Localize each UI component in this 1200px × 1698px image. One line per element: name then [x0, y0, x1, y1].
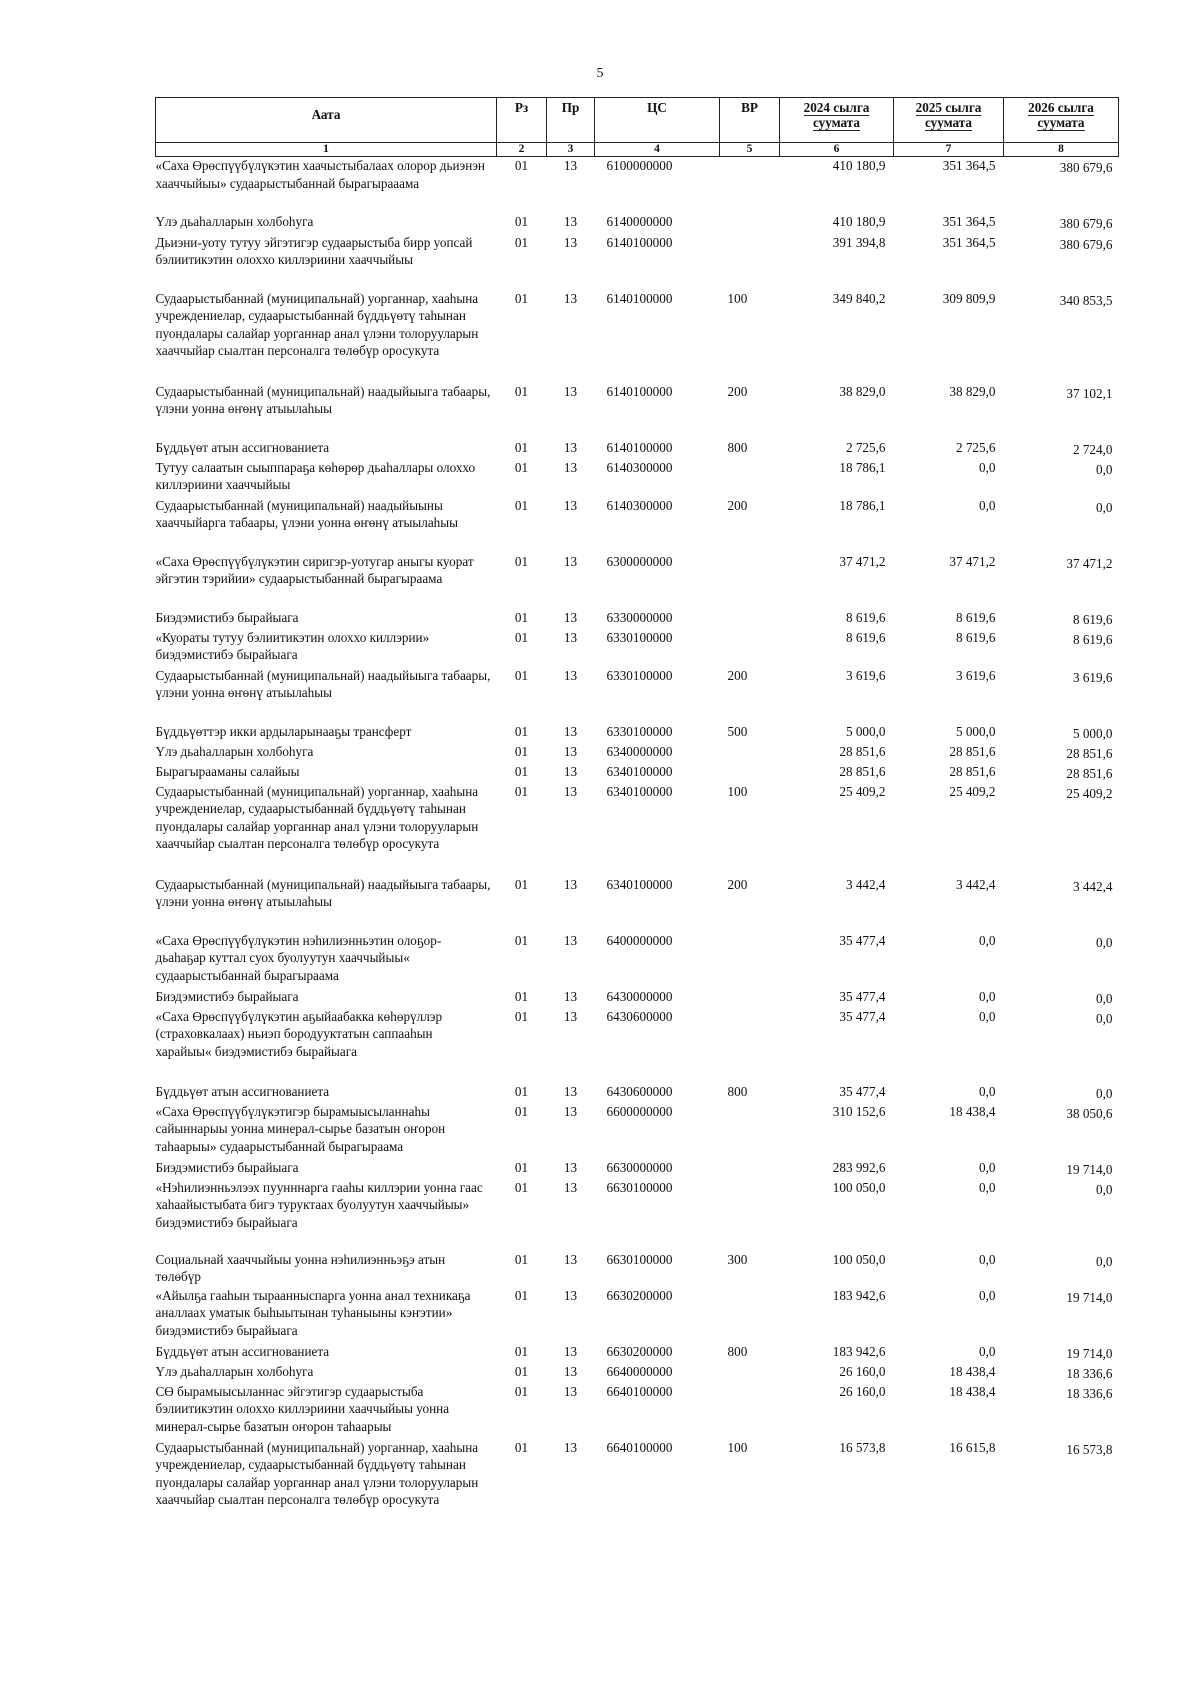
cell-y2026: 28 851,6	[1066, 765, 1113, 781]
column-number: 7	[894, 143, 1004, 157]
cell-pr: 13	[563, 629, 578, 645]
cell-cs: 6340100000	[606, 783, 673, 799]
cell-vr	[720, 234, 780, 290]
cell-y2026: 37 471,2	[1066, 555, 1113, 571]
cell-y2026: 3 442,4	[1072, 878, 1113, 894]
cell-pr: 13	[563, 439, 578, 455]
header-cs: ЦС	[595, 98, 720, 143]
cell-y2024: 183 942,6	[832, 1343, 886, 1359]
cell-pr: 13	[563, 609, 578, 625]
cell-vr	[720, 1103, 780, 1159]
cell-pr: 13	[563, 553, 578, 569]
cell-y2025: 0,0	[979, 1251, 996, 1267]
cell-name: Бүддьүөт атын ассигнованиета	[155, 439, 330, 455]
cell-y2026: 19 714,0	[1066, 1289, 1113, 1305]
cell-y2026: 38 050,6	[1066, 1105, 1113, 1121]
cell-y2025: 18 438,4	[949, 1363, 996, 1379]
cell-y2026: 19 714,0	[1066, 1345, 1113, 1361]
cell-vr	[720, 1159, 780, 1179]
column-number: 5	[720, 143, 780, 157]
cell-y2025: 3 619,6	[955, 667, 996, 683]
cell-cs: 6100000000	[606, 158, 673, 173]
cell-rz: 01	[514, 1439, 529, 1455]
cell-y2026: 18 336,6	[1066, 1385, 1113, 1401]
cell-y2025: 0,0	[979, 1083, 996, 1099]
cell-name: Судаарыстыбаннай (муниципальнай) наадыйыыны хааччыйарга табаары, үлэни уонна өҥөнү атыылаһыы	[155, 497, 458, 530]
cell-rz: 01	[514, 290, 529, 306]
cell-y2025: 38 829,0	[949, 383, 996, 399]
table-row	[156, 459, 1119, 497]
budget-table	[155, 97, 1119, 1549]
cell-pr: 13	[563, 1287, 578, 1303]
cell-y2026: 25 409,2	[1066, 785, 1113, 801]
cell-y2026: 8 619,6	[1072, 631, 1113, 647]
cell-y2026: 2 724,0	[1072, 441, 1113, 457]
cell-vr: 800	[727, 439, 748, 455]
cell-y2026: 340 853,5	[1059, 292, 1113, 308]
cell-rz: 01	[514, 932, 529, 948]
table-row	[156, 667, 1119, 723]
cell-y2026: 0,0	[1096, 934, 1113, 950]
cell-y2024: 8 619,6	[845, 609, 886, 625]
cell-pr: 13	[563, 1008, 578, 1024]
table-row	[156, 629, 1119, 667]
cell-rz: 01	[514, 1383, 529, 1399]
cell-y2024: 37 471,2	[839, 553, 886, 569]
column-number-row	[156, 143, 1119, 157]
cell-cs: 6140300000	[606, 459, 673, 475]
cell-vr	[720, 1383, 780, 1439]
cell-y2026: 0,0	[1096, 1181, 1113, 1197]
cell-y2026: 0,0	[1096, 1253, 1113, 1269]
cell-pr: 13	[563, 667, 578, 683]
cell-cs: 6640100000	[606, 1383, 673, 1399]
cell-rz: 01	[514, 383, 529, 399]
cell-pr: 13	[563, 723, 578, 739]
cell-y2025: 351 364,5	[942, 234, 996, 250]
cell-name: Судаарыстыбаннай (муниципальнай) уорганнар, хааһына учреждениелар, судаарыстыбаннай бүддьүөтү таһынан пуондалары салайар уорганнар анал үлэни толорууларын хааччыйар сыалтан персоналга төлөбүр оросукута	[155, 290, 479, 358]
cell-pr: 13	[563, 383, 578, 399]
cell-cs: 6630200000	[606, 1343, 673, 1359]
cell-cs: 6330000000	[606, 609, 673, 625]
cell-cs: 6630100000	[606, 1179, 673, 1195]
table-row	[156, 553, 1119, 609]
cell-y2025: 0,0	[979, 988, 996, 1004]
cell-vr	[720, 1008, 780, 1083]
cell-cs: 6430600000	[606, 1008, 673, 1024]
cell-y2024: 100 050,0	[832, 1251, 886, 1267]
cell-y2025: 309 809,9	[942, 290, 996, 306]
cell-y2025: 0,0	[979, 1287, 996, 1303]
cell-y2024: 3 619,6	[845, 667, 886, 683]
table-body	[156, 157, 1119, 1549]
table-row	[156, 988, 1119, 1008]
cell-vr: 200	[727, 667, 748, 683]
cell-vr	[720, 553, 780, 609]
cell-rz: 01	[514, 783, 529, 799]
cell-y2024: 28 851,6	[839, 743, 886, 759]
cell-y2025: 0,0	[979, 1343, 996, 1359]
cell-y2025: 3 442,4	[955, 876, 996, 892]
cell-cs: 6300000000	[606, 553, 673, 569]
column-number: 4	[595, 143, 720, 157]
cell-y2024: 28 851,6	[839, 763, 886, 779]
cell-y2024: 35 477,4	[839, 1083, 886, 1099]
cell-pr: 13	[563, 1383, 578, 1399]
cell-cs: 6140100000	[606, 290, 673, 306]
cell-cs: 6340100000	[606, 763, 673, 779]
cell-rz: 01	[514, 1287, 529, 1303]
cell-rz: 01	[514, 1159, 529, 1175]
cell-y2024: 283 992,6	[832, 1159, 886, 1175]
cell-rz: 01	[514, 743, 529, 759]
cell-y2025: 0,0	[979, 1008, 996, 1024]
cell-y2024: 35 477,4	[839, 932, 886, 948]
cell-y2026: 16 573,8	[1066, 1441, 1113, 1457]
cell-name: Үлэ дьаһалларын холбоһуга	[155, 213, 314, 229]
cell-y2024: 100 050,0	[832, 1179, 886, 1195]
cell-rz: 01	[514, 1179, 529, 1195]
header-vr: ВР	[720, 98, 780, 143]
table-row	[156, 876, 1119, 932]
cell-rz: 01	[514, 1251, 529, 1267]
cell-pr: 13	[563, 783, 578, 799]
cell-y2025: 351 364,5	[942, 158, 996, 173]
table-row	[156, 383, 1119, 439]
column-number: 1	[156, 143, 497, 157]
header-rz: Рз	[497, 98, 547, 143]
column-number: 3	[547, 143, 595, 157]
table-row	[156, 723, 1119, 743]
cell-rz: 01	[514, 723, 529, 739]
cell-rz: 01	[514, 763, 529, 779]
cell-y2024: 410 180,9	[832, 158, 886, 173]
cell-cs: 6630000000	[606, 1159, 673, 1175]
cell-name: «Саха Өрөспүүбүлүкэтин хаачыстыбалаах олорор дьиэнэн хааччыйыы» судаарыстыбаннай бырагырааама	[155, 158, 485, 191]
cell-rz: 01	[514, 213, 529, 229]
cell-pr: 13	[563, 1083, 578, 1099]
cell-y2024: 349 840,2	[832, 290, 886, 306]
cell-rz: 01	[514, 1343, 529, 1359]
cell-y2026: 0,0	[1096, 990, 1113, 1006]
cell-cs: 6400000000	[606, 932, 673, 948]
cell-y2024: 26 160,0	[839, 1383, 886, 1399]
table-row	[156, 1083, 1119, 1103]
cell-vr: 800	[727, 1083, 748, 1099]
header-2025: 2025 сылга суумата	[894, 98, 1004, 143]
cell-pr: 13	[563, 234, 578, 250]
cell-name: «Саха Өрөспүүбүлүкэтин сиригэр-уотугар аныгы куорат эйгэтин тэрийии» судаарыстыбаннай бырагыраама	[155, 553, 474, 586]
table-row	[156, 1103, 1119, 1159]
cell-name: Бүддьүөттэр икки ардыларынааҕы трансферт	[155, 723, 412, 739]
cell-name: Үлэ дьаһалларын холбоһуга	[155, 1363, 314, 1379]
cell-rz: 01	[514, 459, 529, 475]
cell-y2024: 18 786,1	[839, 459, 886, 475]
cell-rz: 01	[514, 553, 529, 569]
cell-name: СӨ бырамыысыланнас эйгэтигэр судаарыстыба бэлиитикэтин олоххо киллэриини хааччыйыы уонна минерал-сырье базатын оҥорон таһаарыы	[155, 1383, 450, 1434]
cell-y2025: 0,0	[979, 497, 996, 513]
cell-cs: 6630100000	[606, 1251, 673, 1267]
cell-y2026: 380 679,6	[1059, 236, 1113, 252]
cell-y2026: 37 102,1	[1066, 385, 1113, 401]
cell-vr	[720, 609, 780, 629]
cell-pr: 13	[563, 290, 578, 306]
table-row	[156, 497, 1119, 553]
cell-name: Судаарыстыбаннай (муниципальнай) наадыйыыга табаары, үлэни уонна өҥөнү атыылаһыы	[155, 876, 491, 909]
cell-cs: 6330100000	[606, 667, 673, 683]
cell-y2024: 310 152,6	[832, 1103, 886, 1119]
cell-y2025: 37 471,2	[949, 553, 996, 569]
cell-y2025: 8 619,6	[955, 609, 996, 625]
cell-name: Бырагырааманы салайыы	[155, 763, 300, 779]
cell-cs: 6640100000	[606, 1439, 673, 1455]
cell-y2024: 3 442,4	[845, 876, 886, 892]
cell-y2025: 28 851,6	[949, 743, 996, 759]
cell-name: Судаарыстыбаннай (муниципальнай) уорганнар, хааһына учреждениелар, судаарыстыбаннай бүддьүөтү таһынан пуондалары салайар уорганнар анал үлэни толорууларын хааччыйар сыалтан персоналга төлөбүр оросукута	[155, 783, 479, 851]
cell-cs: 6430000000	[606, 988, 673, 1004]
cell-cs: 6640000000	[606, 1363, 673, 1379]
header-name: Аата	[156, 98, 497, 143]
cell-cs: 6140000000	[606, 213, 673, 229]
cell-rz: 01	[514, 667, 529, 683]
cell-y2026: 19 714,0	[1066, 1161, 1113, 1177]
header-2024: 2024 сылга суумата	[780, 98, 894, 143]
cell-rz: 01	[514, 1363, 529, 1379]
cell-rz: 01	[514, 497, 529, 513]
table-row	[156, 783, 1119, 876]
cell-y2026: 0,0	[1096, 461, 1113, 477]
cell-y2025: 25 409,2	[949, 783, 996, 799]
cell-vr: 800	[727, 1343, 748, 1359]
cell-vr	[720, 1363, 780, 1383]
cell-name: «Куораты тутуу бэлиитикэтин олоххо киллэрии» биэдэмистибэ бырайыага	[155, 629, 430, 662]
cell-y2025: 351 364,5	[942, 213, 996, 229]
cell-name: «Саха Өрөспүүбүлүкэтигэр бырамыысыланнаһы сайыннарыы уонна минерал-сырье базатын оҥорон таһаарыы» судаарыстыбаннай бырагыраама	[155, 1103, 446, 1154]
cell-pr: 13	[563, 459, 578, 475]
cell-y2025: 0,0	[979, 1179, 996, 1195]
cell-y2026: 28 851,6	[1066, 745, 1113, 761]
cell-pr: 13	[563, 988, 578, 1004]
cell-pr: 13	[563, 876, 578, 892]
cell-name: «Саха Өрөспүүбүлүкэтин аҕыйаабакка көһөрүллэр (страховкалаах) ньиэп бородууктатын саппааһын харайыы« биэдэмистибэ бырайыага	[155, 1008, 443, 1059]
cell-y2024: 35 477,4	[839, 1008, 886, 1024]
table-row	[156, 1363, 1119, 1383]
cell-y2024: 183 942,6	[832, 1287, 886, 1303]
cell-y2026: 0,0	[1096, 499, 1113, 515]
cell-vr	[720, 157, 780, 213]
table-row	[156, 1179, 1119, 1251]
column-number: 8	[1004, 143, 1119, 157]
table-row	[156, 213, 1119, 234]
table-row	[156, 157, 1119, 213]
cell-cs: 6330100000	[606, 723, 673, 739]
cell-pr: 13	[563, 1159, 578, 1175]
cell-vr	[720, 459, 780, 497]
cell-vr	[720, 988, 780, 1008]
cell-y2026: 5 000,0	[1072, 725, 1113, 741]
cell-rz: 01	[514, 158, 529, 173]
cell-vr: 100	[727, 783, 748, 799]
header-2026: 2026 сылга суумата	[1004, 98, 1119, 143]
cell-rz: 01	[514, 439, 529, 455]
cell-y2025: 18 438,4	[949, 1383, 996, 1399]
cell-cs: 6630200000	[606, 1287, 673, 1303]
cell-y2025: 0,0	[979, 459, 996, 475]
table-row	[156, 932, 1119, 988]
cell-y2025: 5 000,0	[955, 723, 996, 739]
cell-y2024: 26 160,0	[839, 1363, 886, 1379]
table-row	[156, 1287, 1119, 1343]
cell-y2024: 2 725,6	[845, 439, 886, 455]
table-row	[156, 234, 1119, 290]
cell-pr: 13	[563, 213, 578, 229]
cell-vr	[720, 743, 780, 763]
table-row	[156, 763, 1119, 783]
cell-vr	[720, 1179, 780, 1251]
cell-y2024: 38 829,0	[839, 383, 886, 399]
cell-rz: 01	[514, 1083, 529, 1099]
cell-vr	[720, 1287, 780, 1343]
cell-y2024: 18 786,1	[839, 497, 886, 513]
cell-y2025: 0,0	[979, 1159, 996, 1175]
cell-vr: 100	[727, 290, 748, 306]
cell-pr: 13	[563, 1103, 578, 1119]
cell-vr	[720, 763, 780, 783]
cell-name: Судаарыстыбаннай (муниципальнай) наадыйыыга табаары, үлэни уонна өҥөнү атыылаһыы	[155, 383, 491, 416]
cell-name: Үлэ дьаһалларын холбоһуга	[155, 743, 314, 759]
cell-y2024: 16 573,8	[839, 1439, 886, 1455]
cell-rz: 01	[514, 629, 529, 645]
cell-y2025: 18 438,4	[949, 1103, 996, 1119]
cell-cs: 6330100000	[606, 629, 673, 645]
cell-rz: 01	[514, 1103, 529, 1119]
cell-y2026: 8 619,6	[1072, 611, 1113, 627]
cell-name: Биэдэмистибэ бырайыага	[155, 988, 299, 1004]
cell-name: Бүддьүөт атын ассигнованиета	[155, 1343, 330, 1359]
cell-y2024: 8 619,6	[845, 629, 886, 645]
cell-rz: 01	[514, 988, 529, 1004]
cell-y2024: 5 000,0	[845, 723, 886, 739]
cell-pr: 13	[563, 497, 578, 513]
cell-pr: 13	[563, 1343, 578, 1359]
cell-y2026: 3 619,6	[1072, 669, 1113, 685]
cell-y2024: 35 477,4	[839, 988, 886, 1004]
table-row	[156, 1008, 1119, 1083]
cell-pr: 13	[563, 1179, 578, 1195]
cell-y2024: 25 409,2	[839, 783, 886, 799]
cell-vr: 300	[727, 1251, 748, 1267]
cell-cs: 6140100000	[606, 439, 673, 455]
cell-y2025: 28 851,6	[949, 763, 996, 779]
cell-name: Тутуу салаатын сыыппараҕа көһөрөр дьаһаллары олоххо киллэриини хааччыйыы	[155, 459, 476, 492]
cell-y2025: 2 725,6	[955, 439, 996, 455]
cell-cs: 6600000000	[606, 1103, 673, 1119]
cell-vr: 200	[727, 876, 748, 892]
cell-pr: 13	[563, 1439, 578, 1455]
cell-vr: 200	[727, 497, 748, 513]
cell-y2026: 0,0	[1096, 1085, 1113, 1101]
table-row	[156, 1251, 1119, 1287]
cell-rz: 01	[514, 1008, 529, 1024]
table-row	[156, 743, 1119, 763]
cell-pr: 13	[563, 1363, 578, 1379]
cell-rz: 01	[514, 234, 529, 250]
cell-vr: 500	[727, 723, 748, 739]
cell-name: Биэдэмистибэ бырайыага	[155, 609, 299, 625]
cell-cs: 6140300000	[606, 497, 673, 513]
cell-y2024: 391 394,8	[832, 234, 886, 250]
table-row	[156, 1439, 1119, 1549]
cell-pr: 13	[563, 743, 578, 759]
cell-rz: 01	[514, 609, 529, 625]
cell-name: Судаарыстыбаннай (муниципальнай) наадыйыыга табаары, үлэни уонна өҥөнү атыылаһыы	[155, 667, 491, 700]
cell-vr	[720, 213, 780, 234]
cell-y2025: 8 619,6	[955, 629, 996, 645]
column-number: 2	[497, 143, 547, 157]
table-row	[156, 1343, 1119, 1363]
cell-cs: 6340100000	[606, 876, 673, 892]
cell-y2025: 16 615,8	[949, 1439, 996, 1455]
table-row	[156, 290, 1119, 383]
cell-name: «Нэһилиэнньэлээх пуунннарга гааһы киллэрии уонна гаас хаһаайыстыбата бигэ туруктаах буолуутун хааччыйыы» биэдэмистибэ бырайыага	[155, 1179, 483, 1230]
cell-cs: 6140100000	[606, 383, 673, 399]
column-number: 6	[780, 143, 894, 157]
cell-pr: 13	[563, 763, 578, 779]
header-pr: Пр	[547, 98, 595, 143]
cell-name: Биэдэмистибэ бырайыага	[155, 1159, 299, 1175]
cell-name: Судаарыстыбаннай (муниципальнай) уорганнар, хааһына учреждениелар, судаарыстыбаннай бүддьүөтү таһынан пуондалары салайар уорганнар анал үлэни толорууларын хааччыйар сыалтан персоналга төлөбүр оросукута	[155, 1439, 479, 1507]
cell-name: Социальнай хааччыйыы уонна нэһилиэнньэҕэ атын төлөбүр	[155, 1251, 446, 1284]
cell-pr: 13	[563, 1251, 578, 1267]
table-row	[156, 609, 1119, 629]
cell-y2026: 18 336,6	[1066, 1365, 1113, 1381]
cell-cs: 6340000000	[606, 743, 673, 759]
cell-name: Бүддьүөт атын ассигнованиета	[155, 1083, 330, 1099]
cell-y2025: 0,0	[979, 932, 996, 948]
cell-vr	[720, 932, 780, 988]
cell-y2026: 380 679,6	[1059, 215, 1113, 231]
cell-y2026: 0,0	[1096, 1010, 1113, 1026]
cell-name: Дьиэни-уоту тутуу эйгэтигэр судаарыстыба бирр уопсай бэлиитикэтин олоххо киллэриини хааччыйыы	[155, 234, 473, 267]
cell-rz: 01	[514, 876, 529, 892]
cell-y2024: 410 180,9	[832, 213, 886, 229]
cell-vr: 200	[727, 383, 748, 399]
cell-cs: 6430600000	[606, 1083, 673, 1099]
cell-pr: 13	[563, 158, 578, 173]
cell-cs: 6140100000	[606, 234, 673, 250]
cell-vr	[720, 629, 780, 667]
cell-vr: 100	[727, 1439, 748, 1455]
table-row	[156, 1383, 1119, 1439]
cell-y2026: 380 679,6	[1059, 160, 1113, 175]
header-row	[156, 98, 1119, 143]
page-number: 5	[596, 66, 604, 81]
cell-name: «Айылҕа гааһын тыраанныспарга уонна анал техникаҕа аналлаах уматык быһыытынан туһаныыны кэҥэтии» биэдэмистибэ бырайыага	[155, 1287, 471, 1338]
table-row	[156, 439, 1119, 459]
cell-name: «Саха Өрөспүүбүлүкэтин нэһилиэнньэтин олоҕор-дьаһаҕар куттал суох буолуутун хааччыйыы« судаарыстыбаннай бырагыраама	[155, 932, 442, 983]
table-row	[156, 1159, 1119, 1179]
cell-pr: 13	[563, 932, 578, 948]
